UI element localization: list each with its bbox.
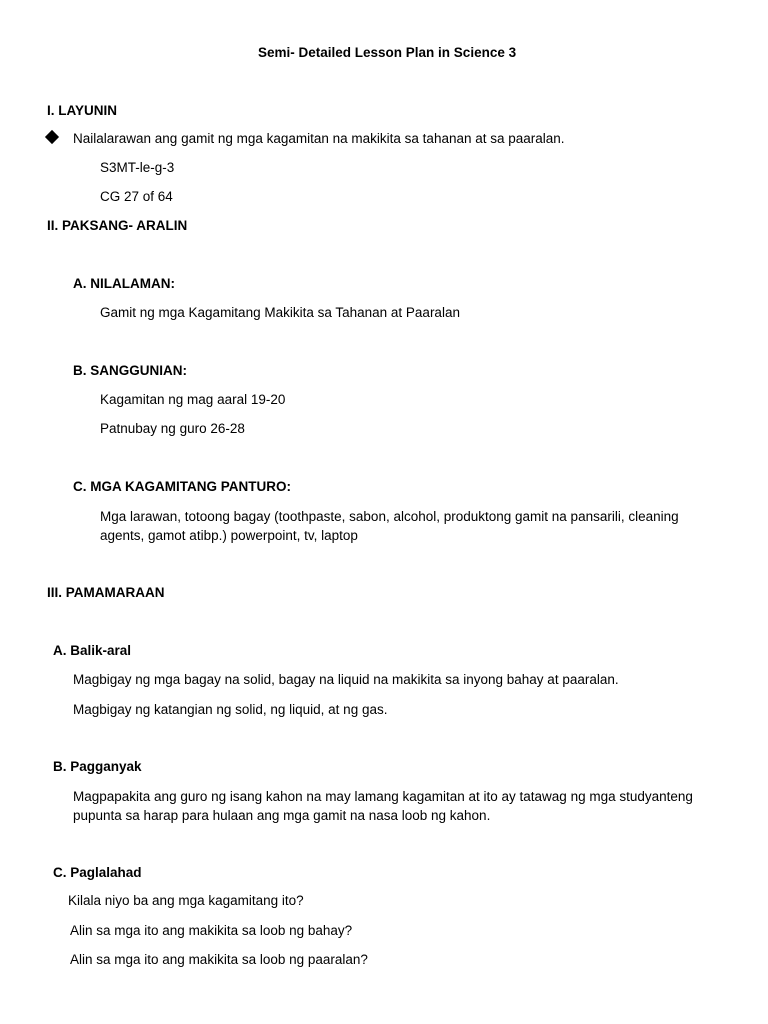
kagamitang-panturo-heading: C. MGA KAGAMITANG PANTURO:: [73, 479, 291, 494]
paglalahad-line-1: Kilala niyo ba ang mga kagamitang ito?: [68, 893, 304, 908]
nilalaman-heading: A. NILALAMAN:: [73, 276, 175, 291]
sanggunian-line-1: Kagamitan ng mag aaral 19-20: [100, 392, 286, 407]
kagamitang-panturo-text: Mga larawan, totoong bagay (toothpaste, sabon, alcohol, produktong gamit na pansarili, cleaning agents, gamot atibp.) powerpoint, tv, laptop: [100, 509, 679, 543]
sanggunian-heading: B. SANGGUNIAN:: [73, 363, 187, 378]
balik-aral-line-1: Magbigay ng mga bagay na solid, bagay na liquid na makikita sa inyong bahay at paaralan.: [73, 672, 619, 687]
balik-aral-line-2: Magbigay ng katangian ng solid, ng liquid, at ng gas.: [73, 702, 388, 717]
balik-aral-heading: A. Balik-aral: [53, 643, 132, 658]
sanggunian-line-2: Patnubay ng guro 26-28: [100, 421, 245, 436]
section-2-heading: II. PAKSANG- ARALIN: [47, 218, 188, 233]
pagganyak-heading: B. Pagganyak: [53, 759, 142, 774]
paglalahad-line-3: Alin sa mga ito ang makikita sa loob ng paaralan?: [70, 952, 368, 967]
nilalaman-text: Gamit ng mga Kagamitang Makikita sa Tahanan at Paaralan: [100, 305, 460, 320]
paglalahad-heading: C. Paglalahad: [53, 865, 142, 880]
page-title: Semi- Detailed Lesson Plan in Science 3: [258, 45, 517, 60]
paglalahad-line-2: Alin sa mga ito ang makikita sa loob ng bahay?: [70, 923, 353, 938]
pagganyak-text: Magpapakita ang guro ng isang kahon na may lamang kagamitan at ito ay tatawag ng mga studyanteng pupunta sa harap para hulaan ang mga gamit na nasa loob ng kahon.: [73, 789, 693, 823]
diamond-bullet-icon: [45, 130, 59, 144]
objective-code: S3MT-le-g-3: [100, 160, 175, 175]
section-3-heading: III. PAMAMARAAN: [47, 585, 165, 600]
objective-text: Nailalarawan ang gamit ng mga kagamitan na makikita sa tahanan at sa paaralan.: [73, 131, 565, 146]
section-1-heading: I. LAYUNIN: [47, 103, 118, 118]
curriculum-guide-ref: CG 27 of 64: [100, 189, 173, 204]
